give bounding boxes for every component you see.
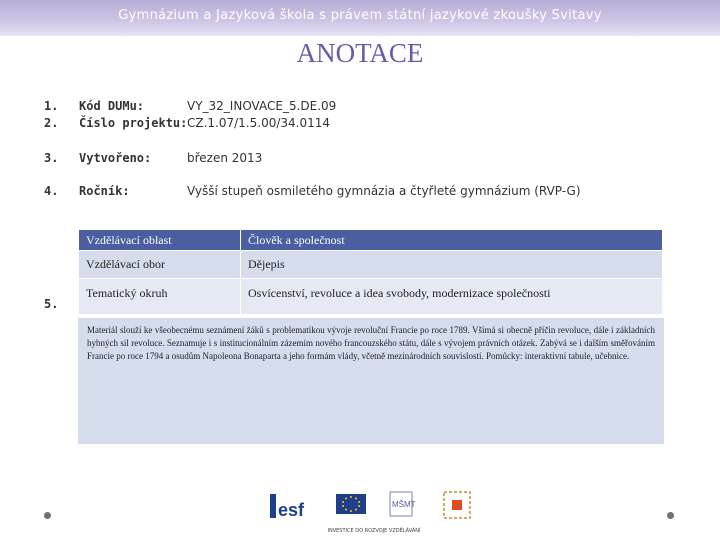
table-row: [79, 279, 663, 315]
eu-flag-logo: [336, 494, 366, 514]
curriculum-table: [78, 229, 663, 315]
page-title: ANOTACE: [296, 38, 424, 68]
item-number: 5.: [44, 297, 59, 311]
item-number: 4.: [44, 184, 59, 198]
item-number: 2.: [44, 116, 59, 130]
table-cell: Osvícenství, revoluce a idea svobody, modernizace společnosti: [241, 279, 663, 315]
table-cell: Člověk a společnost: [241, 230, 663, 251]
item-label-cislo-projektu: Číslo projektu:: [79, 116, 188, 130]
left-dot: [44, 512, 51, 519]
table-cell: Tematický okruh: [79, 279, 241, 315]
table-row: [79, 230, 663, 251]
table-cell: Vzdělávací obor: [79, 251, 241, 279]
description-box: [78, 318, 664, 444]
item-value-rocnik: Vyšší stupeň osmiletého gymnázia a čtyřleté gymnázium (RVP-G): [187, 184, 581, 198]
esf-logo: [270, 494, 328, 520]
right-dot: [667, 512, 674, 519]
footer-caption: INVESTICE DO ROZVOJE VZDĚLÁVÁNÍ: [327, 528, 421, 534]
item-label-kod-dumu: Kód DUMu:: [79, 99, 145, 113]
esf-text: esf: [278, 500, 305, 520]
item-label-vytvoreno: Vytvořeno:: [79, 151, 152, 165]
table-cell: Dějepis: [241, 251, 663, 279]
item-value-vytvoreno: březen 2013: [187, 151, 263, 165]
table-cell: Vzdělávací oblast: [79, 230, 241, 251]
msmt-logo: [390, 492, 416, 516]
item-number: 3.: [44, 151, 59, 165]
school-name: Gymnázium a Jazyková škola s právem státní jazykové zkoušky Svitavy: [118, 8, 602, 23]
table-row: [79, 251, 663, 279]
op-vk-logo: [444, 492, 470, 518]
item-value-kod-dumu: VY_32_INOVACE_5.DE.09: [187, 99, 337, 113]
msmt-text: MŠMT: [392, 500, 416, 509]
funding-logos: [268, 490, 480, 536]
item-label-rocnik: Ročník:: [79, 184, 130, 198]
description-text: Materiál slouží ke všeobecnému seznámení žáků s problematikou vývoje revoluční Francie po roce 1789. Všímá si obecně příčin revoluce, dále i základních hybných sil revoluce. Seznamuje i s institucionálním zázemím nového francouzského státu, dále s vývojem právních otázek. Zabývá se i dalším směřováním Francie po roce 1794 a osudům Napoleona Bonaparta a jeho formám vlády, včetně mezinárodních souvislostí. Pomůcky: interaktivní tabule, učebnice.: [87, 325, 655, 361]
item-value-cislo-projektu: CZ.1.07/1.5.00/34.0114: [187, 116, 331, 130]
item-number: 1.: [44, 99, 59, 113]
